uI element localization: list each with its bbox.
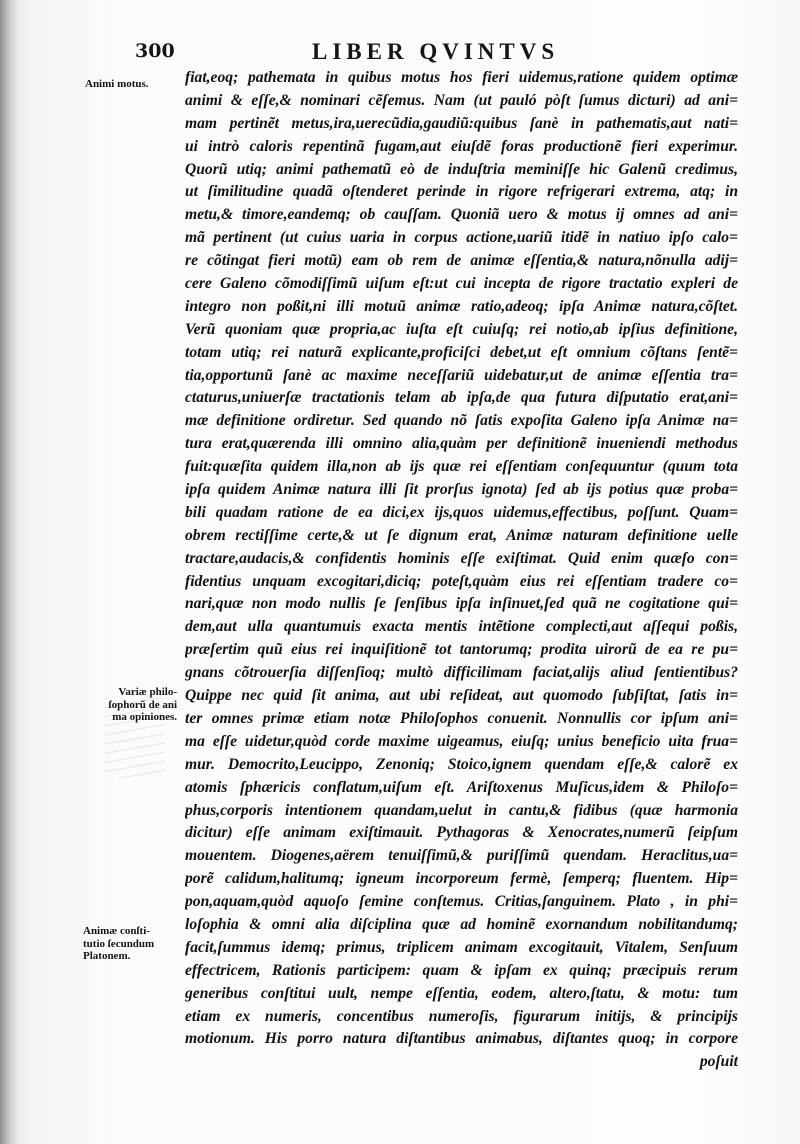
- text-line: totam utiq; rei naturã explicante,proficiſci debet,ut eſt omnium cõſtans ſentẽ=: [185, 343, 738, 361]
- margin-note-line: Platonem.: [83, 950, 131, 962]
- text-line: phus,corporis intentionem quandam,uelut in cantu,& fidibus (quæ harmonia: [185, 801, 738, 819]
- text-line: metu,& timore,eandemq; ob cauſſam. Quoniã uero & motus ij omnes ad ani=: [185, 206, 738, 224]
- text-line: integro non poßit,ni illi motuũ animæ ratio,adeoq; ipſa Animæ natura,cõſtet.: [185, 297, 738, 315]
- text-line: dicitur) eſſe animam exiſtimauit. Pythagoras & Xenocrates,numerũ ſeipſum: [185, 824, 738, 842]
- text-line: ma eſſe uidetur,quòd corde maxime uigeamus, eiuſq; unius beneficio uita frua=: [185, 732, 738, 750]
- text-line: fidentius unquam excogitari,diciq; poteſt,quàm eius rei eſſentiam tradere co=: [185, 572, 738, 590]
- text-line: tura erat,quærenda illi omnino alia,quàm per definitionẽ inueniendi methodus: [185, 435, 738, 453]
- text-line: tractare,audacis,& confidentis hominis eſſe exiſtimat. Quid enim quæſo con=: [185, 549, 738, 567]
- text-line: effectricem, Rationis participem: quam & ipſam ex quinq; præcipuis rerum: [185, 961, 738, 979]
- margin-note-animae-constitutio: [83, 925, 154, 963]
- text-line: re cõtingat fieri motũ) eam ob rem de animæ eſſentia,& natura,nõnulla adij=: [185, 252, 738, 270]
- margin-note-line: ma opiniones.: [112, 711, 177, 723]
- text-line: ui intrò caloris repentinã fugam,aut eiuſdẽ foras productionẽ fieri experimur.: [185, 137, 738, 155]
- text-line: Verũ quoniam quæ propria,ac iuſta eſt cuiuſq; rei notio,ab ipſius definitione,: [185, 320, 738, 338]
- text-line: mouentem. Diogenes,aërem tenuiſſimũ,& puriſſimũ quendam. Heraclitus,ua=: [185, 847, 738, 865]
- margin-note-line: tutio ſecundum: [83, 937, 155, 950]
- text-line: gnans cõtrouerſia diſſenſioq; multò difficilimam faciat,alijs aliud ſentientibus?: [185, 664, 738, 682]
- text-line: præſertim quũ eius rei inquiſitionẽ tot tantorumq; prodita uirorũ de ea re pu=: [185, 641, 738, 659]
- text-line: porẽ calidum,halitumq; igneum incorporeum fermè, ſemperq; fluentem. Hip=: [185, 870, 738, 888]
- spine-shadow: [0, 0, 18, 1144]
- text-line: poſuit: [699, 1053, 738, 1071]
- text-line: cere Galeno cõmodiſſimũ uiſum eſt:ut cui incepta de rigore tractatio expleri de: [185, 275, 738, 293]
- body-text: [185, 67, 738, 1074]
- margin-note-line: Animi motus.: [85, 78, 149, 90]
- text-line: bili quadam ratione de ea dici,ex ijs,quos uidemus,effectibus, poſſunt. Quam=: [185, 503, 738, 521]
- text-line: obrem rectiſſime certe,& ut ſe dignum erat, Animæ naturam definitione uelle: [185, 526, 738, 544]
- page-number: 300: [135, 40, 175, 62]
- text-line: pon,aquam,quòd aquoſo ſemine conſtemus. Critias,ſanguinem. Plato , in phi=: [185, 893, 738, 911]
- margin-note-animi-motus: [85, 78, 149, 91]
- text-line: mur. Democrito,Leucippo, Zenoniq; Stoico,ignem quendam eſſe,& calorẽ ex: [185, 755, 738, 773]
- text-line: etiam ex numeris, concentibus numeroſis, figurarum initijs, & principijs: [185, 1007, 738, 1025]
- text-line: animi & eſſe,& nominari cẽſemus. Nam (ut pauló pòſt ſumus dicturi) ad ani=: [185, 91, 738, 109]
- text-line: tia,opportunũ ſanè ac maxime neceſſariũ uidebatur,ut de animæ eſſentia tra=: [185, 366, 738, 384]
- margin-note-line: Animæ conſti-: [83, 925, 150, 937]
- text-line: mæ definitione ordiretur. Sed quando nõ ſatis expoſita Galeno ipſa Animæ na=: [185, 412, 738, 430]
- text-line: dem,aut ulla quantumuis exacta mentis intẽtione complecti,aut aſſequi poßis,: [185, 618, 738, 636]
- text-line: Quorũ utiq; animi pathematũ eò de induſtria meminiſſe hic Galenũ credimus,: [185, 160, 738, 178]
- text-line: atomis ſphæricis conflatum,uiſum eſt. Ariſtoxenus Muſicus,idem & Philoſo=: [185, 778, 738, 796]
- running-head: LIBER QVINTVS: [312, 39, 560, 64]
- margin-note-variae-opiniones: [99, 686, 177, 724]
- text-line: mam pertinẽt metus,ira,uerecũdia,gaudiũ:quibus ſanè in pathematis,aut nati=: [185, 114, 738, 132]
- text-line: motionum. His porro natura diſtantibus animabus, diſtantes quoq; in corpore: [185, 1030, 738, 1048]
- text-line: ut ſimilitudine quadã oſtenderet perinde in rigore refrigerari extrema, atq; in: [185, 183, 738, 201]
- text-line: facit,ſummus idemq; primus, triplicem animam excogitauit, Vitalem, Senſuum: [185, 938, 738, 956]
- text-line: ter omnes primæ etiam notæ Philoſophos conuenit. Nonnullis cor ipſum ani=: [185, 709, 738, 727]
- text-line: nari,quæ non modo nullis ſe ſenſibus ipſa inſinuet,ſed quã ne cogitatione qui=: [185, 595, 738, 613]
- text-line: fiat,eoq; pathemata in quibus motus hos fieri uidemus,ratione quidem optimæ: [185, 69, 738, 86]
- text-line: ipſa quidem Animæ natura illi ſit prorſus ignota) ſed ab ijs potius quæ proba=: [185, 481, 738, 499]
- text-line: ctaturus,uniuerſæ tractationis telam ab ipſa,de qua futura diſputatio erat,ani=: [185, 389, 738, 407]
- margin-note-line: ſophorũ de ani: [108, 698, 177, 711]
- page-header: [0, 40, 800, 64]
- text-line: Quippe nec quid ſit anima, aut ubi reſideat, aut quomodo ſubſiſtat, ſatis in=: [185, 687, 738, 705]
- text-line: generibus conſtitui uult, nempe eſſentia, eodem, altero,ſtatu, & motu: tum: [185, 984, 738, 1002]
- text-line: loſophia & omni alia diſciplina quæ ad hominẽ exornandum nobilitandumq;: [185, 915, 738, 933]
- text-line: mã pertinent (ut cuius uaria in corpus actione,uariũ itidẽ in natiuo ipſo calo=: [185, 229, 738, 247]
- text-line: fuit:quæſita quidem illa,non ab ijs quæ rei eſſentiam conſequuntur (quum tota: [185, 458, 738, 476]
- margin-note-line: Variæ philo-: [118, 686, 177, 698]
